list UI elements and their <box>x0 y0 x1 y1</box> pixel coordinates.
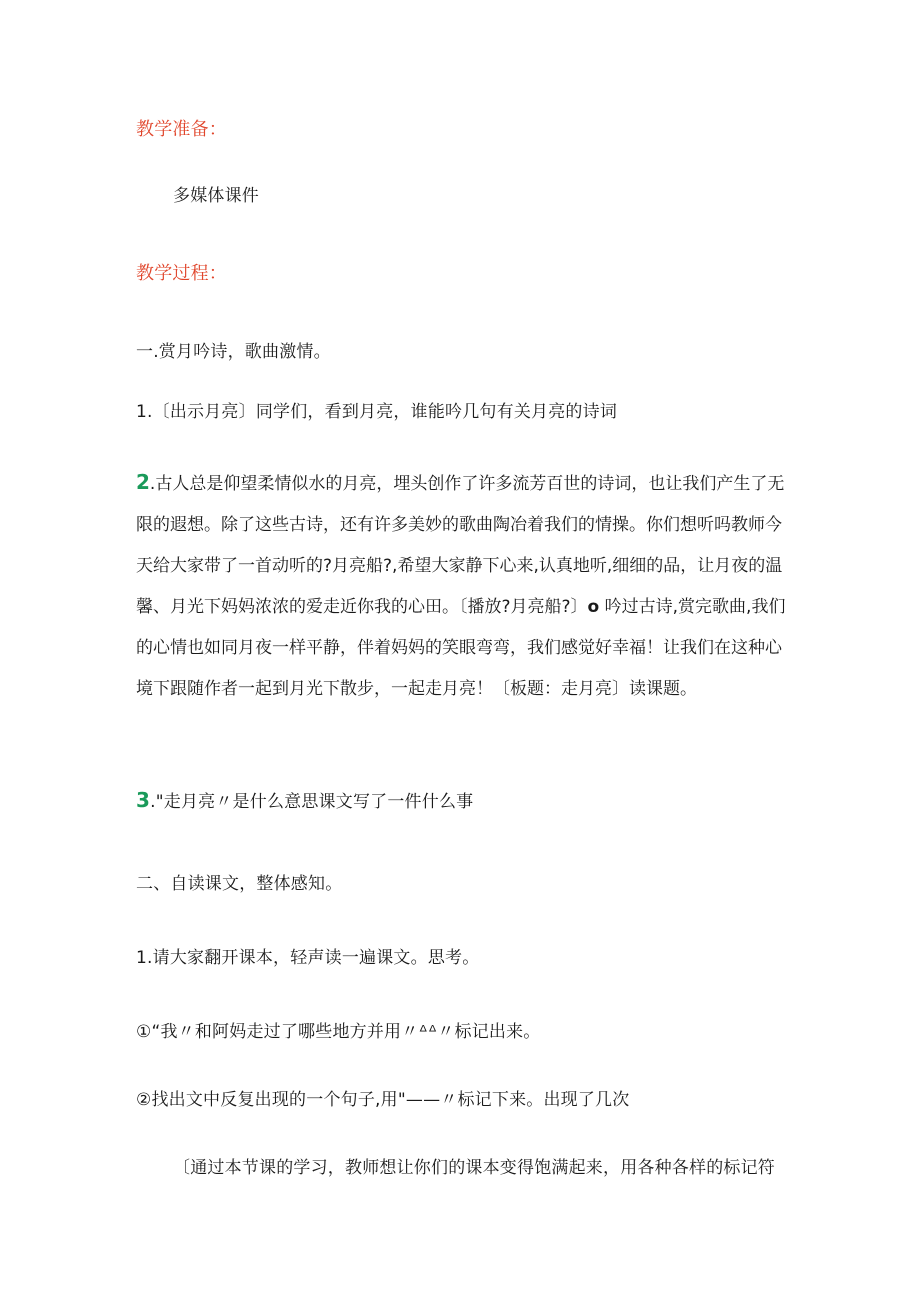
o-mark: o <box>587 597 600 617</box>
paragraph-line <box>136 628 796 669</box>
paragraph-line <box>136 546 796 587</box>
part1-item3 <box>136 789 473 813</box>
paragraph-line <box>136 505 796 546</box>
paragraph-line <box>136 462 796 505</box>
part1-item1: 1.〔出示月亮〕同学们，看到月亮，谁能吟几句有关月亮的诗词 <box>136 402 618 422</box>
part2-note: 〔通过本节课的学习，教师想让你们的课本变得饱满起来，用各种各样的标记符 <box>173 1158 775 1178</box>
part1-item2-paragraph <box>136 462 796 710</box>
line-text: 的心情也如同月夜一样平静，伴着妈妈的笑眼弯弯，我们感觉好幸福！让我们在这种心 <box>136 638 782 658</box>
paragraph-line <box>136 587 796 628</box>
part2-item1: 1.请大家翻开课本，轻声读一遍课文。思考。 <box>136 948 480 968</box>
line-text: 馨、月光下妈妈浓浓的爱走近你我的心田。〔播放?月亮船?〕 <box>136 597 588 617</box>
line-text: ."走月亮〃是什么意思课文写了一件什么事 <box>150 792 474 812</box>
line-text: 境下跟随作者一起到月光下散步，一起走月亮！〔板题：走月亮〕读课题。 <box>136 679 697 699</box>
line-text: 天给大家带了一首动听的?月亮船?,希望大家静下心来,认真地听,细细的品，让月夜的温 <box>136 556 783 576</box>
line-text: 限的遐想。除了这些古诗，还有许多美妙的歌曲陶冶着我们的情操。你们想听吗教师今 <box>136 515 782 535</box>
part2-title: 二、自读课文，整体感知。 <box>136 874 343 894</box>
item-number: 2 <box>136 470 150 494</box>
line-text: 吟过古诗,赏完歌曲,我们 <box>599 597 786 617</box>
paragraph-line <box>136 669 796 710</box>
part1-title: 一.赏月吟诗，歌曲激情。 <box>136 342 331 362</box>
part2-question1: ①“我〃和阿妈走过了哪些地方并用〃ᐞᐞ〃标记出来。 <box>136 1022 541 1042</box>
item-number: 3 <box>136 788 151 812</box>
process-heading: 教学过程： <box>136 263 227 284</box>
part2-question2: ②找出文中反复出现的一个句子,用"——〃标记下来。出现了几次 <box>136 1090 630 1110</box>
prep-heading: 教学准备： <box>136 119 227 140</box>
line-text: .古人总是仰望柔情似水的月亮，埋头创作了许多流芳百世的诗词，也让我们产生了无 <box>149 474 785 494</box>
prep-item: 多媒体课件 <box>173 186 259 206</box>
